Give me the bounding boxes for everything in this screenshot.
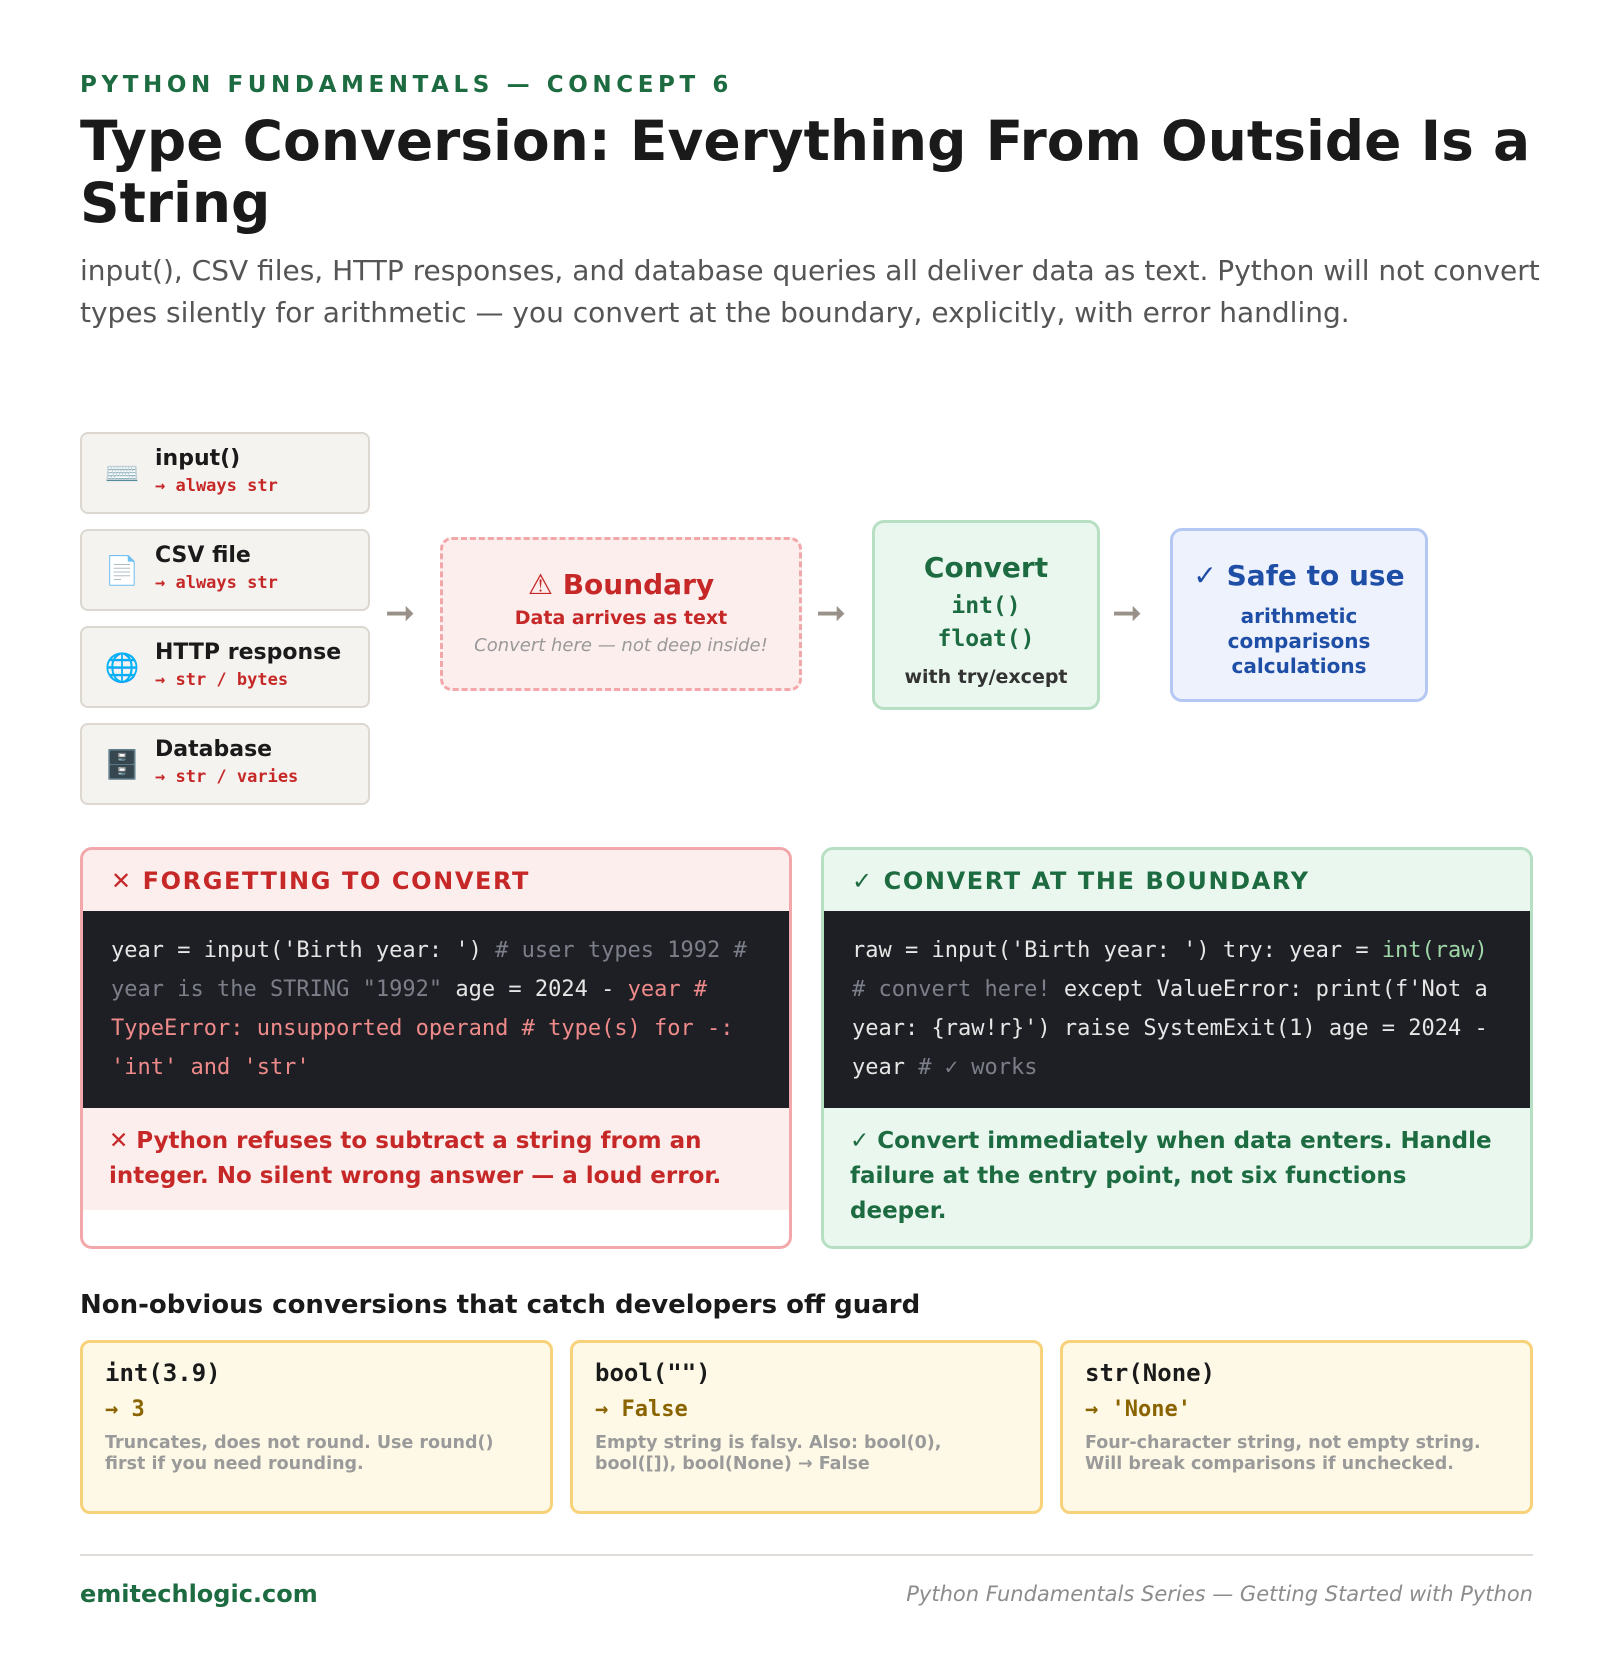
source-type: → str / bytes xyxy=(155,670,289,690)
gotcha-expr: bool("") xyxy=(595,1359,711,1387)
gotcha-expr: int(3.9) xyxy=(105,1359,221,1387)
source-name: input() xyxy=(155,446,241,471)
forgetting-to-convert-panel xyxy=(80,847,792,1249)
gotcha-desc: Truncates, does not round. Use round() first if you need rounding. xyxy=(105,1433,494,1474)
arrow-right-icon: ➞ xyxy=(816,593,847,634)
boundary-heading: ⚠ Boundary xyxy=(527,568,715,601)
footer-brand: emitechlogic.com xyxy=(80,1580,318,1608)
convert-heading: Convert xyxy=(923,551,1049,584)
gotcha-result: → 'None' xyxy=(1085,1397,1191,1422)
source-name: CSV file xyxy=(155,543,251,568)
panel-footer: ✓ Convert immediately when data enters. Handle failure at the entry point, not six functions deeper. xyxy=(850,1128,1492,1224)
gotcha-card xyxy=(570,1340,1043,1514)
safe-use-item: arithmetic xyxy=(1240,604,1358,628)
gotchas-title: Non-obvious conversions that catch developers off guard xyxy=(80,1290,921,1320)
document-icon: 📄 xyxy=(104,554,140,587)
boundary-box xyxy=(440,537,802,691)
panel-footer: ✕ Python refuses to subtract a string from an integer. No silent wrong answer — a loud error. xyxy=(83,1108,789,1210)
gotcha-expr: str(None) xyxy=(1085,1359,1216,1387)
safe-use-item: calculations xyxy=(1231,654,1367,678)
code-token: raw = input('Birth year: ') try: year = xyxy=(852,938,1382,963)
code-block xyxy=(824,911,1530,1108)
safe-heading: ✓ Safe to use xyxy=(1193,559,1405,592)
code-block xyxy=(83,911,789,1108)
boundary-note: Convert here — not deep inside! xyxy=(474,635,768,656)
eyebrow: PYTHON FUNDAMENTALS — CONCEPT 6 xyxy=(80,72,734,98)
code-error: year # TypeError: unsupported operand # type(s) for -: 'int' and 'str' xyxy=(111,977,734,1080)
safe-box xyxy=(1170,528,1428,702)
convert-tail: with try/except xyxy=(904,666,1068,688)
gotcha-result: → False xyxy=(595,1397,688,1422)
convert-at-boundary-panel xyxy=(821,847,1533,1249)
gotcha-desc: Four-character string, not empty string. Will break comparisons if unchecked. xyxy=(1085,1433,1481,1474)
code-comment: # user types 1992 # year is the STRING "1992" xyxy=(111,938,747,1002)
file-cabinet-icon: 🗄️ xyxy=(104,748,140,781)
source-csv xyxy=(80,529,370,611)
convert-func-float: float() xyxy=(937,626,1035,652)
boundary-sub: Data arrives as text xyxy=(514,607,728,629)
source-input xyxy=(80,432,370,514)
keyboard-icon: ⌨️ xyxy=(104,457,140,490)
code-token: age = 2024 - xyxy=(442,977,628,1002)
convert-box xyxy=(872,520,1100,710)
gotcha-desc: Empty string is falsy. Also: bool(0), bool([]), bool(None) → False xyxy=(595,1433,942,1474)
source-type: → always str xyxy=(155,573,278,593)
gotcha-card xyxy=(1060,1340,1533,1514)
panel-heading: ✓ CONVERT AT THE BOUNDARY xyxy=(824,850,1530,911)
globe-icon: 🌐 xyxy=(104,651,140,684)
safe-use-item: comparisons xyxy=(1227,629,1371,653)
code-token: except ValueError: print(f'Not a year: {raw!r}') raise SystemExit(1) age = 2024 - year xyxy=(852,977,1488,1080)
footer-series: Python Fundamentals Series — Getting Started with Python xyxy=(906,1582,1533,1606)
gotcha-card xyxy=(80,1340,553,1514)
panel-heading: ✕ FORGETTING TO CONVERT xyxy=(83,850,789,911)
source-database xyxy=(80,723,370,805)
source-name: Database xyxy=(155,737,273,762)
arrow-right-icon: ➞ xyxy=(1112,593,1143,634)
arrow-right-icon: ➞ xyxy=(385,593,416,634)
footer-divider xyxy=(80,1554,1533,1556)
page-subtitle: input(), CSV files, HTTP responses, and database queries all deliver data as text. Python will not convert types silently for arithmetic — you convert at the boundary, explicitly, with error handling. xyxy=(80,254,1540,329)
code-call: int(raw) xyxy=(1381,938,1488,963)
code-comment: # convert here! xyxy=(852,977,1051,1002)
source-name: HTTP response xyxy=(155,640,342,665)
page-title: Type Conversion: Everything From Outside Is a String xyxy=(80,109,1531,235)
code-token: year = input('Birth year: ') xyxy=(111,938,496,963)
source-type: → str / varies xyxy=(155,767,299,787)
code-comment: # ✓ works xyxy=(918,1055,1038,1080)
source-http xyxy=(80,626,370,708)
convert-func-int: int() xyxy=(951,593,1021,619)
source-type: → always str xyxy=(155,476,278,496)
gotcha-result: → 3 xyxy=(105,1397,145,1422)
